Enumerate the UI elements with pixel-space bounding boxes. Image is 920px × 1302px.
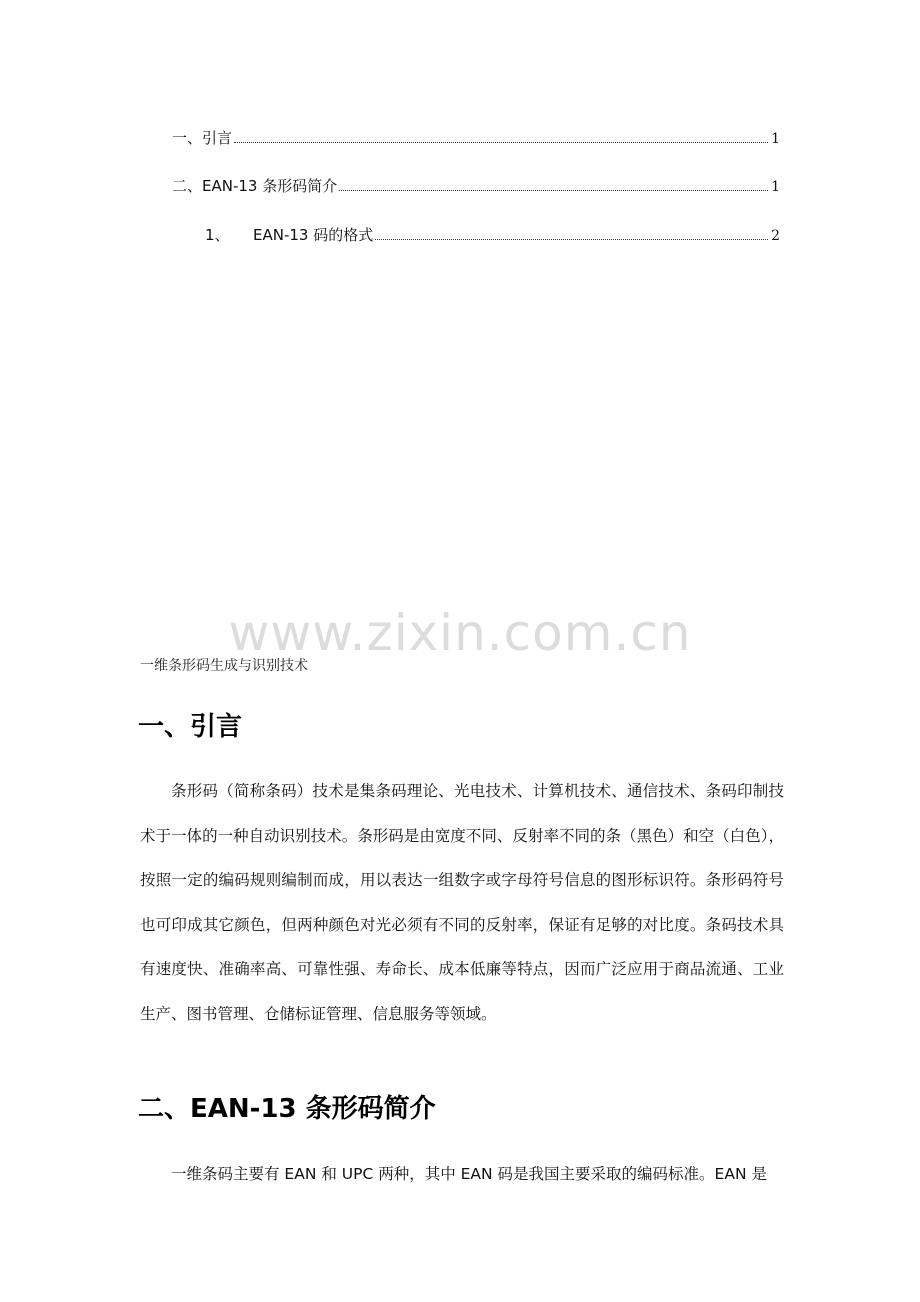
toc-entry-label: 二、EAN-13 条形码简介	[172, 177, 338, 195]
toc-entry-ean13-intro[interactable]	[172, 176, 780, 197]
toc-leader-dots	[339, 190, 768, 191]
watermark: www.zixin.com.cn	[228, 604, 692, 662]
toc-leader-dots	[234, 142, 768, 143]
document-title: 一维条形码生成与识别技术	[140, 658, 308, 674]
toc-entry-page: 1	[771, 179, 780, 195]
toc-entry-label: EAN-13 码的格式	[253, 226, 374, 244]
section-heading-introduction: 一、引言	[138, 712, 243, 742]
toc-entry-ean13-format[interactable]	[205, 225, 780, 246]
toc-leader-dots	[375, 239, 768, 240]
toc-entry-number: 1、	[205, 226, 230, 244]
section-paragraph-introduction: 条形码（简称条码）技术是集条码理论、光电技术、计算机技术、通信技术、条码印制技术于一体的一种自动识别技术。条形码是由宽度不同、反射率不同的条（黑色）和空（白色），按照一定的编码规则编制而成，用以表达一组数字或字母符号信息的图形标识符。条形码符号也可印成其它颜色，但两种颜色对光必须有不同的反射率，保证有足够的对比度。条码技术具有速度快、准确率高、可靠性强、寿命长、成本低廉等特点，因而广泛应用于商品流通、工业生产、图书管理、仓储标证管理、信息服务等领域。	[140, 782, 784, 1023]
toc-entry-introduction[interactable]	[172, 128, 780, 149]
toc-entry-label: 一、引言	[172, 129, 233, 147]
section-paragraph-ean13: 一维条码主要有 EAN 和 UPC 两种，其中 EAN 码是我国主要采取的编码标准。EAN 是	[171, 1165, 767, 1183]
toc-entry-page: 2	[771, 228, 780, 244]
toc-entry-page: 1	[771, 131, 780, 147]
section-heading-ean13: 二、EAN-13 条形码简介	[138, 1094, 436, 1124]
